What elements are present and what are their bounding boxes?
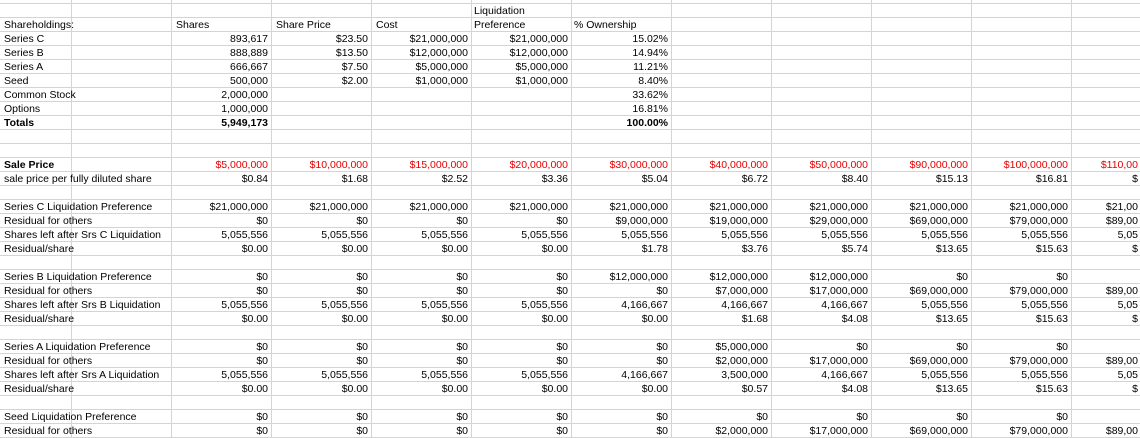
value-cell[interactable]: $0.84 <box>241 173 268 185</box>
value-cell[interactable]: $0 <box>256 425 268 437</box>
value-cell[interactable]: $4.08 <box>841 313 868 325</box>
value-cell[interactable]: $ <box>1132 313 1138 325</box>
value-cell[interactable]: $0.57 <box>741 383 768 395</box>
value-cell[interactable]: $0.00 <box>541 383 568 395</box>
value-cell[interactable]: $0 <box>556 285 568 297</box>
holding-row <box>0 88 1140 102</box>
value-cell[interactable]: $13.65 <box>935 243 968 255</box>
value-cell[interactable]: $0 <box>956 341 968 353</box>
value-cell[interactable]: 5,055,556 <box>221 229 268 241</box>
value-cell[interactable]: $16.81 <box>1035 173 1068 185</box>
value-cell[interactable]: $69,000,000 <box>909 425 968 437</box>
holding-cost[interactable]: $21,000,000 <box>409 33 468 45</box>
value-cell[interactable]: $1.68 <box>741 313 768 325</box>
header-shares[interactable]: Shares <box>176 19 210 31</box>
holding-pref[interactable]: $5,000,000 <box>515 61 568 73</box>
value-cell[interactable]: $0 <box>656 285 668 297</box>
holding-name[interactable]: Seed <box>4 75 29 87</box>
value-cell[interactable]: $69,000,000 <box>909 285 968 297</box>
value-cell[interactable]: $19,000,000 <box>709 215 768 227</box>
row-label[interactable]: Sale Price <box>4 159 55 171</box>
value-cell[interactable]: $0 <box>356 425 368 437</box>
value-cell[interactable]: 4,166,667 <box>621 369 668 381</box>
blank-row <box>0 326 1140 340</box>
holding-pref[interactable]: $21,000,000 <box>509 33 568 45</box>
holding-name[interactable]: Options <box>4 103 41 115</box>
holding-price[interactable]: $23.50 <box>335 33 368 45</box>
value-cell[interactable]: $0 <box>356 411 368 423</box>
value-cell[interactable]: $21,000,000 <box>809 201 868 213</box>
row-label[interactable]: Residual for others <box>4 285 93 297</box>
value-cell[interactable]: $0 <box>456 341 468 353</box>
value-cell[interactable]: $0 <box>456 425 468 437</box>
value-cell[interactable]: $90,000,000 <box>909 159 968 171</box>
holding-row <box>0 32 1140 46</box>
value-cell[interactable]: $15,000,000 <box>409 159 468 171</box>
value-cell[interactable]: 5,055,556 <box>421 229 468 241</box>
row-label[interactable]: Residual for others <box>4 215 93 227</box>
value-cell[interactable]: $89,00 <box>1105 285 1138 297</box>
scenario-row <box>0 214 1140 228</box>
value-cell[interactable]: $17,000,000 <box>809 355 868 367</box>
value-cell[interactable]: $ <box>1132 383 1138 395</box>
holding-cost[interactable]: $12,000,000 <box>409 47 468 59</box>
value-cell[interactable]: $0 <box>256 355 268 367</box>
value-cell[interactable]: $0 <box>456 355 468 367</box>
value-cell[interactable] <box>1072 340 1138 354</box>
value-cell[interactable]: $0 <box>556 215 568 227</box>
value-cell[interactable]: $12,000,000 <box>809 271 868 283</box>
value-cell[interactable]: $12,000,000 <box>709 271 768 283</box>
scenario-row <box>0 424 1140 438</box>
scenario-row <box>0 284 1140 298</box>
holding-price[interactable]: $7.50 <box>341 61 368 73</box>
value-cell[interactable]: 4,166,667 <box>821 299 868 311</box>
value-cell[interactable] <box>1072 410 1138 424</box>
holding-pct[interactable]: 8.40% <box>638 75 668 87</box>
value-cell[interactable]: $5.04 <box>641 173 668 185</box>
value-cell[interactable]: $21,000,000 <box>509 201 568 213</box>
value-cell[interactable]: 5,05 <box>1117 299 1138 311</box>
holding-row <box>0 46 1140 60</box>
holding-pref[interactable]: $1,000,000 <box>515 75 568 87</box>
value-cell[interactable]: $100,000,000 <box>1003 159 1068 171</box>
row-label[interactable]: Seed Liquidation Preference <box>4 411 137 423</box>
value-cell[interactable]: 5,05 <box>1117 229 1138 241</box>
value-cell[interactable]: $17,000,000 <box>809 285 868 297</box>
value-cell[interactable]: $0.00 <box>441 383 468 395</box>
value-cell[interactable]: $0.00 <box>241 383 268 395</box>
value-cell[interactable]: $21,000,000 <box>409 201 468 213</box>
value-cell[interactable]: $0 <box>556 355 568 367</box>
row-label[interactable]: Residual for others <box>4 425 93 437</box>
holding-pct[interactable]: 16.81% <box>632 103 668 115</box>
value-cell[interactable]: $0.00 <box>341 313 368 325</box>
value-cell[interactable]: $50,000,000 <box>809 159 868 171</box>
value-cell[interactable]: $3.76 <box>741 243 768 255</box>
value-cell[interactable]: $0.00 <box>641 383 668 395</box>
scenario-row <box>0 312 1140 326</box>
value-cell[interactable]: $89,00 <box>1105 355 1138 367</box>
value-cell[interactable]: 5,055,556 <box>321 229 368 241</box>
scenario-row <box>0 172 1140 186</box>
value-cell[interactable]: $21,000,000 <box>709 201 768 213</box>
value-cell[interactable]: 5,055,556 <box>1021 299 1068 311</box>
holding-price[interactable]: $13.50 <box>335 47 368 59</box>
row-label[interactable]: Series C Liquidation Preference <box>4 201 153 213</box>
value-cell[interactable]: $0 <box>456 271 468 283</box>
value-cell[interactable]: $8.40 <box>841 173 868 185</box>
value-cell[interactable]: $0.00 <box>441 243 468 255</box>
value-cell[interactable]: $0 <box>656 425 668 437</box>
totals-shares[interactable]: 5,949,173 <box>221 117 268 129</box>
value-cell[interactable]: $7,000,000 <box>715 285 768 297</box>
value-cell[interactable]: 5,055,556 <box>321 299 368 311</box>
value-cell[interactable]: $0 <box>856 411 868 423</box>
value-cell[interactable]: $21,000,000 <box>909 201 968 213</box>
value-cell[interactable]: $0.00 <box>541 313 568 325</box>
value-cell[interactable]: $ <box>1132 243 1138 255</box>
value-cell[interactable]: 5,055,556 <box>921 299 968 311</box>
scenario-row <box>0 368 1140 382</box>
value-cell[interactable]: $89,00 <box>1105 425 1138 437</box>
value-cell[interactable]: $79,000,000 <box>1009 285 1068 297</box>
totals-label[interactable]: Totals <box>4 117 35 129</box>
value-cell[interactable]: 4,166,667 <box>721 299 768 311</box>
value-cell[interactable]: $0 <box>656 341 668 353</box>
value-cell[interactable]: $0.00 <box>441 313 468 325</box>
value-cell[interactable]: $79,000,000 <box>1009 355 1068 367</box>
value-cell[interactable]: $69,000,000 <box>909 355 968 367</box>
holding-shares[interactable]: 500,000 <box>230 75 268 87</box>
totals-row <box>0 116 1140 130</box>
value-cell[interactable]: $0 <box>456 215 468 227</box>
value-cell[interactable]: $0.00 <box>541 243 568 255</box>
row-label[interactable]: Residual/share <box>4 313 75 325</box>
totals-pct[interactable]: 100.00% <box>626 117 668 129</box>
value-cell[interactable]: $29,000,000 <box>809 215 868 227</box>
header-preference[interactable]: Preference <box>474 19 526 31</box>
header-shareholdings[interactable]: Shareholdings: <box>4 19 75 31</box>
value-cell[interactable]: $0 <box>656 411 668 423</box>
value-cell[interactable]: 5,055,556 <box>321 369 368 381</box>
value-cell[interactable]: $0.00 <box>241 243 268 255</box>
value-cell[interactable]: $69,000,000 <box>909 215 968 227</box>
row-label[interactable]: Shares left after Srs A Liquidation <box>4 369 160 381</box>
value-cell[interactable]: 5,055,556 <box>521 369 568 381</box>
value-cell[interactable]: $0.00 <box>341 383 368 395</box>
value-cell[interactable]: $ <box>1132 173 1138 185</box>
scenario-row <box>0 298 1140 312</box>
value-cell[interactable]: $15.63 <box>1035 243 1068 255</box>
row-label[interactable]: Shares left after Srs C Liquidation <box>4 229 161 241</box>
holding-name[interactable]: Series C <box>4 33 45 45</box>
value-cell[interactable]: 5,055,556 <box>621 229 668 241</box>
value-cell[interactable]: $5,000,000 <box>715 341 768 353</box>
scenario-row <box>0 242 1140 256</box>
value-cell[interactable]: $0 <box>256 215 268 227</box>
value-cell[interactable]: $0 <box>556 341 568 353</box>
value-cell[interactable]: $21,000,000 <box>309 201 368 213</box>
value-cell[interactable]: $79,000,000 <box>1009 425 1068 437</box>
row-label[interactable]: sale price per fully diluted share <box>4 173 152 185</box>
value-cell[interactable]: $21,000,000 <box>609 201 668 213</box>
value-cell[interactable] <box>1072 270 1138 284</box>
holding-pct[interactable]: 33.62% <box>632 89 668 101</box>
scenario-row <box>0 228 1140 242</box>
value-cell[interactable]: $0 <box>556 425 568 437</box>
value-cell[interactable]: $0 <box>1056 341 1068 353</box>
value-cell[interactable]: $5,000,000 <box>215 159 268 171</box>
value-cell[interactable]: 5,05 <box>1117 369 1138 381</box>
value-cell[interactable]: $0 <box>356 271 368 283</box>
holding-name[interactable]: Series A <box>4 61 44 73</box>
value-cell[interactable]: $0 <box>356 215 368 227</box>
value-cell[interactable]: $6.72 <box>741 173 768 185</box>
value-cell[interactable]: $0.00 <box>641 313 668 325</box>
value-cell[interactable]: 5,055,556 <box>1021 229 1068 241</box>
row-label[interactable]: Shares left after Srs B Liquidation <box>4 299 161 311</box>
value-cell[interactable]: 4,166,667 <box>621 299 668 311</box>
holding-row <box>0 74 1140 88</box>
value-cell[interactable]: $15.63 <box>1035 313 1068 325</box>
blank-row <box>0 186 1140 200</box>
value-cell[interactable]: $0 <box>556 271 568 283</box>
value-cell[interactable]: $0 <box>256 271 268 283</box>
value-cell[interactable]: 5,055,556 <box>1021 369 1068 381</box>
value-cell[interactable]: $4.08 <box>841 383 868 395</box>
holding-shares[interactable]: 2,000,000 <box>221 89 268 101</box>
value-cell[interactable]: $30,000,000 <box>609 159 668 171</box>
value-cell[interactable]: $0 <box>256 285 268 297</box>
value-cell[interactable]: $21,000,000 <box>1009 201 1068 213</box>
holding-name[interactable]: Series B <box>4 47 44 59</box>
holding-pct[interactable]: 15.02% <box>632 33 668 45</box>
value-cell[interactable]: $10,000,000 <box>309 159 368 171</box>
value-cell[interactable]: $89,00 <box>1105 215 1138 227</box>
holding-name[interactable]: Common Stock <box>4 89 76 101</box>
value-cell[interactable]: 5,055,556 <box>821 229 868 241</box>
value-cell[interactable]: 3,500,000 <box>721 369 768 381</box>
value-cell[interactable]: $110,00 <box>1100 159 1138 171</box>
value-cell[interactable]: $0 <box>356 341 368 353</box>
value-cell[interactable]: $2,000,000 <box>715 355 768 367</box>
value-cell[interactable]: $79,000,000 <box>1009 215 1068 227</box>
value-cell[interactable]: 5,055,556 <box>721 229 768 241</box>
value-cell[interactable]: $0 <box>356 355 368 367</box>
value-cell[interactable]: $0 <box>956 271 968 283</box>
value-cell[interactable]: 5,055,556 <box>521 299 568 311</box>
value-cell[interactable]: $13.65 <box>935 383 968 395</box>
value-cell[interactable]: $40,000,000 <box>709 159 768 171</box>
row-label[interactable]: Residual/share <box>4 243 75 255</box>
header-ownership[interactable]: % Ownership <box>574 19 637 31</box>
value-cell[interactable]: $1.68 <box>341 173 368 185</box>
value-cell[interactable]: 5,055,556 <box>921 369 968 381</box>
value-cell[interactable]: $9,000,000 <box>615 215 668 227</box>
holding-shares[interactable]: 1,000,000 <box>221 103 268 115</box>
value-cell[interactable]: $21,000,000 <box>209 201 268 213</box>
header-row-top <box>0 4 1140 18</box>
blank-row <box>0 256 1140 270</box>
value-cell[interactable]: 5,055,556 <box>221 299 268 311</box>
value-cell[interactable]: 5,055,556 <box>921 229 968 241</box>
value-cell[interactable]: $5.74 <box>841 243 868 255</box>
holding-cost[interactable]: $1,000,000 <box>415 75 468 87</box>
scenario-row <box>0 200 1140 214</box>
value-cell[interactable]: $0.00 <box>341 243 368 255</box>
value-cell[interactable]: $0 <box>556 411 568 423</box>
row-label[interactable]: Residual for others <box>4 355 93 367</box>
value-cell[interactable]: 5,055,556 <box>421 299 468 311</box>
value-cell[interactable]: $0 <box>456 285 468 297</box>
value-cell[interactable]: 5,055,556 <box>221 369 268 381</box>
scenario-row <box>0 382 1140 396</box>
value-cell[interactable]: $17,000,000 <box>809 425 868 437</box>
holding-row <box>0 102 1140 116</box>
scenario-row <box>0 158 1140 172</box>
scenario-row <box>0 340 1140 354</box>
value-cell[interactable]: $15.13 <box>935 173 968 185</box>
value-cell[interactable]: $0.00 <box>241 313 268 325</box>
holding-cost[interactable]: $5,000,000 <box>415 61 468 73</box>
header-share-price[interactable]: Share Price <box>276 19 331 31</box>
holding-shares[interactable]: 666,667 <box>230 61 268 73</box>
value-cell[interactable]: $15.63 <box>1035 383 1068 395</box>
value-cell[interactable]: $1.78 <box>641 243 668 255</box>
holding-row <box>0 60 1140 74</box>
header-row <box>0 18 1140 32</box>
value-cell[interactable]: $0 <box>256 341 268 353</box>
value-cell[interactable]: $12,000,000 <box>609 271 668 283</box>
scenario-row <box>0 410 1140 424</box>
scenario-row <box>0 270 1140 284</box>
value-cell[interactable]: $0 <box>656 355 668 367</box>
holding-shares[interactable]: 893,617 <box>230 33 268 45</box>
value-cell[interactable]: $0 <box>1056 411 1068 423</box>
value-cell[interactable]: $0 <box>856 341 868 353</box>
blank-row <box>0 396 1140 410</box>
value-cell[interactable]: $20,000,000 <box>509 159 568 171</box>
value-cell[interactable]: $0 <box>356 285 368 297</box>
value-cell[interactable]: 5,055,556 <box>421 369 468 381</box>
value-cell[interactable]: $21,00 <box>1105 201 1138 213</box>
value-cell[interactable]: $0 <box>956 411 968 423</box>
value-cell[interactable]: $13.65 <box>935 313 968 325</box>
holding-pref[interactable]: $12,000,000 <box>509 47 568 59</box>
header-cost[interactable]: Cost <box>376 19 398 31</box>
holding-price[interactable]: $2.00 <box>341 75 368 87</box>
value-cell[interactable]: $0 <box>756 411 768 423</box>
value-cell[interactable]: $2.52 <box>441 173 468 185</box>
value-cell[interactable]: $3.36 <box>541 173 568 185</box>
header-liquidation[interactable]: Liquidation <box>474 5 525 17</box>
value-cell[interactable]: $2,000,000 <box>715 425 768 437</box>
row-label[interactable]: Series A Liquidation Preference <box>4 341 151 353</box>
value-cell[interactable]: $0 <box>456 411 468 423</box>
holding-shares[interactable]: 888,889 <box>230 47 268 59</box>
scenario-row <box>0 354 1140 368</box>
holding-pct[interactable]: 14.94% <box>632 47 668 59</box>
value-cell[interactable]: 5,055,556 <box>521 229 568 241</box>
value-cell[interactable]: $0 <box>1056 271 1068 283</box>
value-cell[interactable]: 4,166,667 <box>821 369 868 381</box>
holding-pct[interactable]: 11.21% <box>633 61 668 73</box>
value-cell[interactable]: $0 <box>256 411 268 423</box>
row-label[interactable]: Series B Liquidation Preference <box>4 271 152 283</box>
row-label[interactable]: Residual/share <box>4 383 75 395</box>
